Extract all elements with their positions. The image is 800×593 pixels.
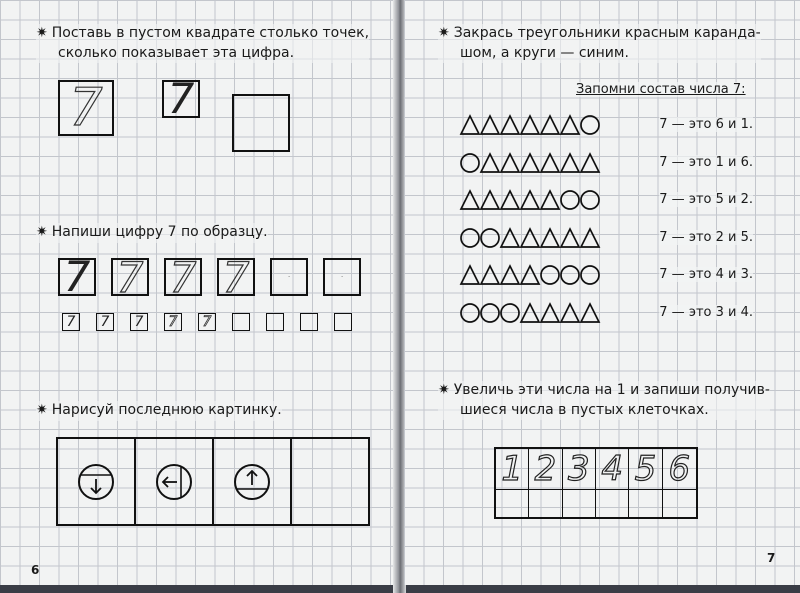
circle-shape[interactable]: [461, 304, 479, 322]
circle-shape[interactable]: [461, 229, 479, 247]
triangle-shape[interactable]: [501, 229, 519, 247]
answer-cell[interactable]: [529, 490, 562, 517]
triangle-shape[interactable]: [521, 116, 539, 134]
task-2-instruction: ✷ Увеличь эти числа на 1 и запиши получив- шиеся числа в пустых клеточках.: [438, 381, 770, 420]
triangle-shape[interactable]: [541, 116, 559, 134]
arrow-cell: [214, 439, 292, 524]
small-digit-box: 7: [62, 313, 80, 331]
small-digit-empty-box[interactable]: [232, 313, 250, 331]
task-2-instruction: ✷ Напиши цифру 7 по образцу.: [36, 223, 268, 243]
triangle-shape[interactable]: [581, 304, 599, 322]
circle-shape[interactable]: [481, 229, 499, 247]
triangle-shape[interactable]: [501, 116, 519, 134]
equation-label: 7 — это 2 и 5.: [659, 229, 753, 245]
task-3-instruction: ✷ Нарисуй последнюю картинку.: [36, 401, 282, 421]
triangle-shape[interactable]: [521, 266, 539, 284]
sample-digit-box: 7: [58, 80, 114, 136]
circle-shape[interactable]: [541, 266, 559, 284]
arrow-left-circle-icon: [154, 462, 194, 502]
equation-label: 7 — это 5 и 2.: [659, 192, 753, 207]
number-cell: 4: [596, 449, 629, 490]
answer-cell[interactable]: [629, 490, 662, 517]
task-1-instruction: ✷ Закрась треугольники красным каранда- шом, а круги — синим.: [438, 24, 761, 63]
digit-box: 7: [162, 80, 200, 118]
small-digit-box: 7: [96, 313, 114, 331]
small-digit-box: 7: [130, 313, 148, 331]
page-number: 6: [31, 563, 40, 577]
shape-row: [458, 152, 602, 174]
bullet-icon: ✷: [36, 402, 48, 418]
arrow-down-circle-icon: [76, 462, 116, 502]
triangle-shape[interactable]: [461, 191, 479, 209]
empty-drawing-cell[interactable]: [292, 439, 368, 524]
shape-row: [458, 264, 602, 286]
triangle-shape[interactable]: [581, 229, 599, 247]
triangle-shape[interactable]: [521, 304, 539, 322]
page-number: 7: [767, 551, 776, 565]
triangle-shape[interactable]: [501, 191, 519, 209]
arrow-cell: [136, 439, 214, 524]
circle-shape[interactable]: [581, 116, 599, 134]
triangle-shape[interactable]: [481, 191, 499, 209]
empty-dot-box[interactable]: [232, 94, 290, 152]
digit-empty-box[interactable]: ·: [323, 258, 361, 296]
circle-shape[interactable]: [461, 154, 479, 172]
number-cell: 5: [629, 449, 662, 490]
bullet-icon: ✷: [36, 25, 48, 41]
triangle-shape[interactable]: [481, 154, 499, 172]
triangle-shape[interactable]: [541, 191, 559, 209]
number-table: [494, 447, 698, 519]
digit-empty-box[interactable]: ·: [270, 258, 308, 296]
triangle-shape[interactable]: [561, 154, 579, 172]
small-digit-empty-box[interactable]: [334, 313, 352, 331]
shape-row: [458, 189, 602, 211]
left-page: [0, 0, 395, 585]
triangle-shape[interactable]: [541, 304, 559, 322]
answer-cell[interactable]: [496, 490, 529, 517]
answer-cell[interactable]: [663, 490, 696, 517]
circle-shape[interactable]: [581, 191, 599, 209]
circle-shape[interactable]: [581, 266, 599, 284]
circle-shape[interactable]: [561, 191, 579, 209]
triangle-shape[interactable]: [461, 116, 479, 134]
digit-trace-box[interactable]: 7: [217, 258, 255, 296]
small-digit-trace-box[interactable]: 7: [198, 313, 216, 331]
circle-shape[interactable]: [501, 304, 519, 322]
number-cell: 6: [663, 449, 696, 490]
triangle-shape[interactable]: [481, 266, 499, 284]
circle-shape[interactable]: [561, 266, 579, 284]
triangle-shape[interactable]: [461, 266, 479, 284]
triangle-shape[interactable]: [501, 154, 519, 172]
answer-cell[interactable]: [563, 490, 596, 517]
small-digit-empty-box[interactable]: [300, 313, 318, 331]
triangle-shape[interactable]: [561, 304, 579, 322]
small-digit-trace-box[interactable]: 7: [164, 313, 182, 331]
digit-trace-box[interactable]: 7: [111, 258, 149, 296]
arrow-sequence-table: [56, 437, 370, 526]
triangle-shape[interactable]: [481, 116, 499, 134]
shape-row: [458, 114, 602, 136]
digit-sample-box: 7: [58, 258, 96, 296]
right-page: [404, 0, 800, 585]
equation-label: 7 — это 6 и 1.: [659, 117, 753, 132]
task-1-instruction: ✷ Поставь в пустом квадрате столько точек, сколько показывает эта цифра.: [36, 24, 369, 63]
bullet-icon: ✷: [36, 224, 48, 240]
triangle-shape[interactable]: [521, 229, 539, 247]
equation-label: 7 — это 1 и 6.: [659, 154, 753, 170]
triangle-shape[interactable]: [561, 116, 579, 134]
bullet-icon: ✷: [438, 382, 450, 398]
answer-cell[interactable]: [596, 490, 629, 517]
number-cell: 1: [496, 449, 529, 490]
arrow-cell: [58, 439, 136, 524]
number-cell: 3: [563, 449, 596, 490]
triangle-shape[interactable]: [581, 154, 599, 172]
triangle-shape[interactable]: [521, 191, 539, 209]
triangle-shape[interactable]: [561, 229, 579, 247]
shape-row: [458, 302, 602, 324]
shape-row: [458, 227, 602, 249]
subtitle: Запомни состав числа 7:: [576, 82, 746, 97]
equation-label: 7 — это 4 и 3.: [659, 267, 753, 282]
triangle-shape[interactable]: [521, 154, 539, 172]
triangle-shape[interactable]: [501, 266, 519, 284]
number-cell: 2: [529, 449, 562, 490]
equation-label: 7 — это 3 и 4.: [659, 304, 753, 320]
digit-trace-box[interactable]: 7: [164, 258, 202, 296]
small-digit-empty-box[interactable]: [266, 313, 284, 331]
triangle-shape[interactable]: [541, 229, 559, 247]
arrow-up-circle-icon: [232, 462, 272, 502]
circle-shape[interactable]: [481, 304, 499, 322]
bullet-icon: ✷: [438, 25, 450, 41]
triangle-shape[interactable]: [541, 154, 559, 172]
